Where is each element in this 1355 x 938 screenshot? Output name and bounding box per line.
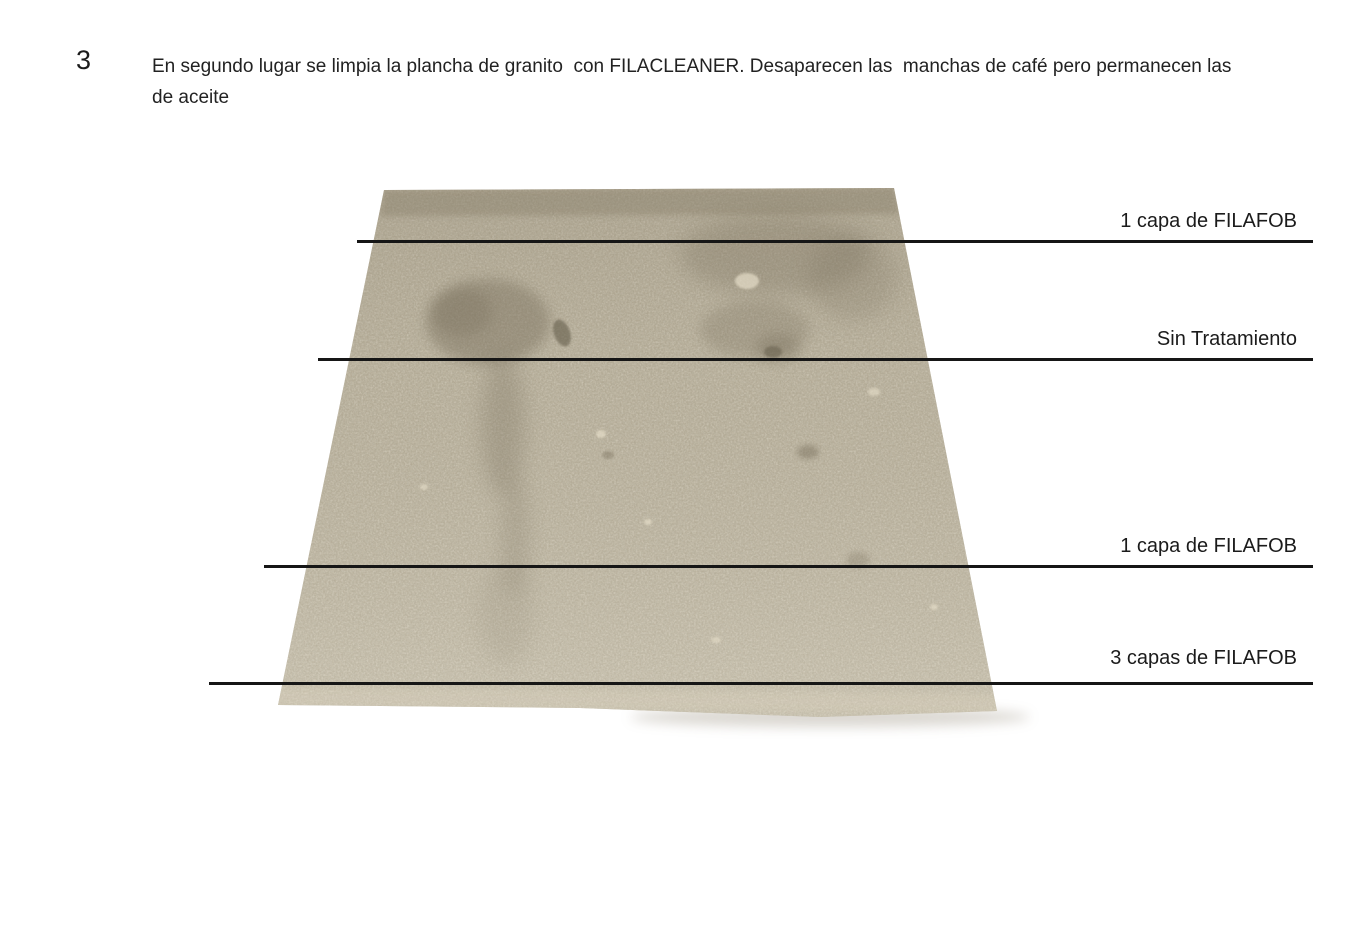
annotation-label-1-capa-bottom: 1 capa de FILAFOB bbox=[1120, 535, 1297, 557]
annotation-line-1 bbox=[357, 240, 1313, 243]
step-number: 3 bbox=[76, 45, 92, 75]
slab-shape bbox=[274, 188, 1030, 727]
annotation-line-3 bbox=[264, 565, 1313, 568]
annotation-label-sin-tratamiento: Sin Tratamiento bbox=[1156, 328, 1297, 350]
slide-heading: En segundo lugar se limpia la plancha de granito con FILACLEANER. Desaparecen las manchas de café pero permanecen las de aceite bbox=[152, 56, 1237, 108]
annotation-line-4 bbox=[209, 682, 1313, 685]
annotation-label-1-capa-top: 1 capa de FILAFOB bbox=[1120, 210, 1297, 232]
annotation-label-3-capas: 3 capas de FILAFOB bbox=[1110, 647, 1297, 669]
slab-top-edge-band bbox=[380, 188, 899, 216]
annotation-line-2 bbox=[318, 358, 1313, 361]
